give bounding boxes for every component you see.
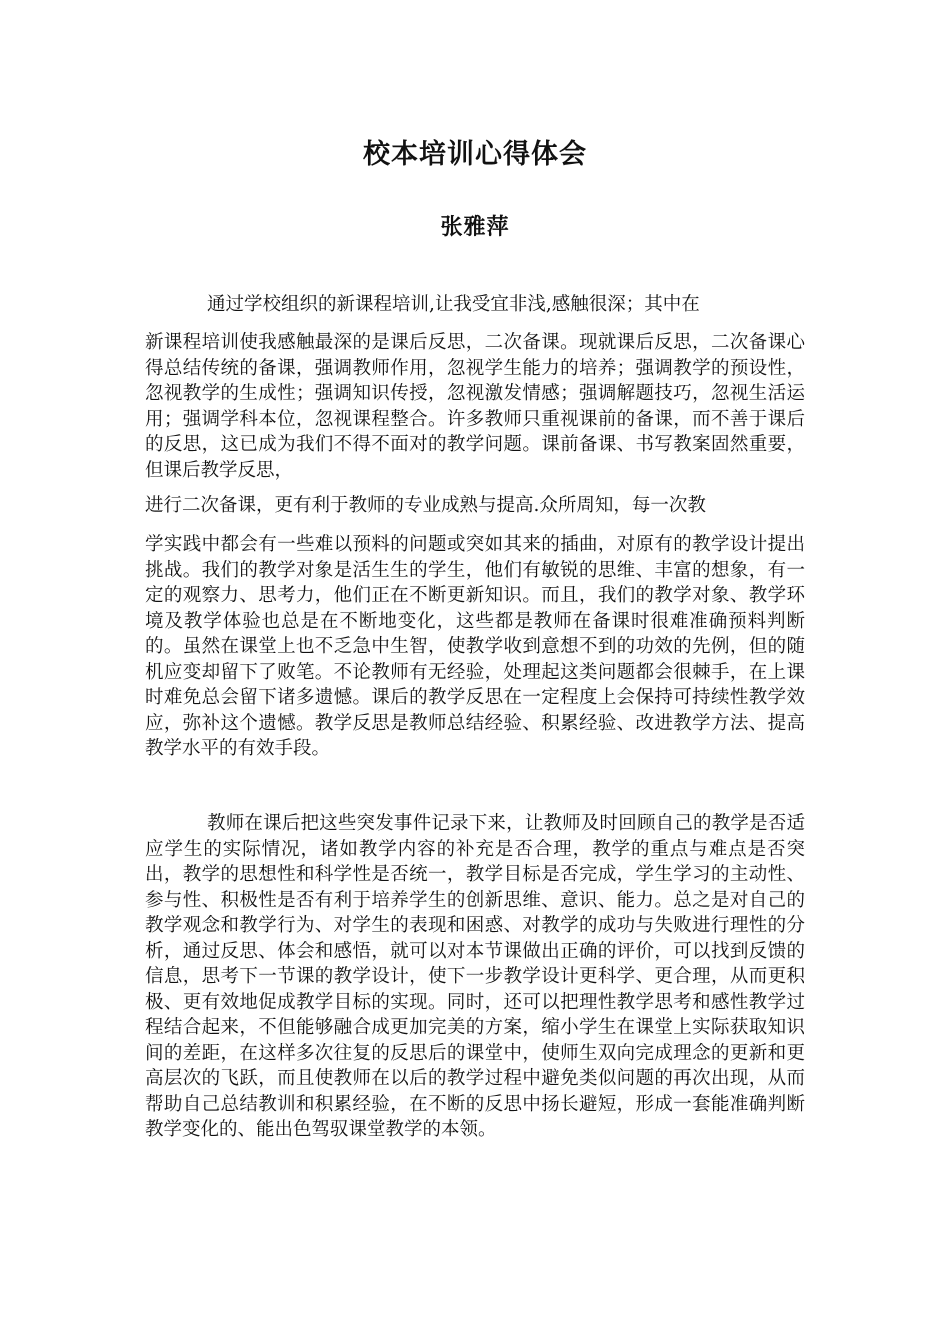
paragraph-1-first-line: 通过学校组织的新课程培训,让我受宜非浅,感触很深；其中在	[207, 294, 700, 315]
paragraph-1-body-part-2: 学实践中都会有一些难以预料的问题或突如其来的插曲，对原有的教学设计提出挑战。我们的教学对象是活生生的学生，他们有敏锐的思维、丰富的想象，有一定的观察力、思考力，他们正在不断更新知识。而且，我们的教学对象、教学环境及教学体验也总是在不断地变化，这些都是教师在备课时很难准确预料判断的。虽然在课堂上也不乏急中生智，使教学收到意想不到的功效的先例，但的随机应变却留下了败笔。不论教师有无经验，处理起这类问题都会很棘手，在上课时难免总会留下诸多遗憾。课后的教学反思在一定程度上会保持可持续性教学效应，弥补这个遗憾。教学反思是教师总结经验、积累经验、改进教学方法、提高教学水平的有效手段。	[145, 534, 805, 759]
paragraph-1-middle-line: 进行二次备课，更有利于教师的专业成熟与提高.众所周知，每一次教	[145, 495, 706, 516]
document-title: 校本培训心得体会	[363, 139, 587, 170]
document-author: 张雅萍	[440, 214, 510, 240]
paragraph-1-body-part-1: 新课程培训使我感触最深的是课后反思，二次备课。现就课后反思，二次备课心得总结传统的备课，强调教师作用，忽视学生能力的培养；强调教学的预设性，忽视教学的生成性；强调知识传授，忽视激发情感；强调解题技巧，忽视生活运用；强调学科本位，忽视课程整合。许多教师只重视课前的备课，而不善于课后的反思，这已成为我们不得不面对的教学问题。课前备课、书写教案固然重要，但课后教学反思，	[145, 332, 805, 481]
paragraph-2: 教师在课后把这些突发事件记录下来，让教师及时回顾自己的教学是否适应学生的实际情况，诸如教学内容的补充是否合理，教学的重点与难点是否突出，教学的思想性和科学性是否统一，教学目标是否完成，学生学习的主动性、参与性、积极性是否有利于培养学生的创新思维、意识、能力。总之是对自己的教学观念和教学行为、对学生的表现和困惑、对教学的成功与失败进行理性的分析，通过反思、体会和感悟，就可以对本节课做出正确的评价，可以找到反馈的信息，思考下一节课的教学设计，使下一步教学设计更科学、更合理，从而更积极、更有效地促成教学目标的实现。同时，还可以把理性教学思考和感性教学过程结合起来，不但能够融合成更加完美的方案，缩小学生在课堂上实际获取知识间的差距，在这样多次往复的反思后的课堂中，使师生双向完成理念的更新和更高层次的飞跃，而且使教师在以后的教学过程中避免类似问题的再次出现，从而帮助自己总结教训和积累经验，在不断的反思中扬长避短，形成一套能准确判断教学变化的、能出色驾驭课堂教学的本领。	[145, 813, 805, 1140]
